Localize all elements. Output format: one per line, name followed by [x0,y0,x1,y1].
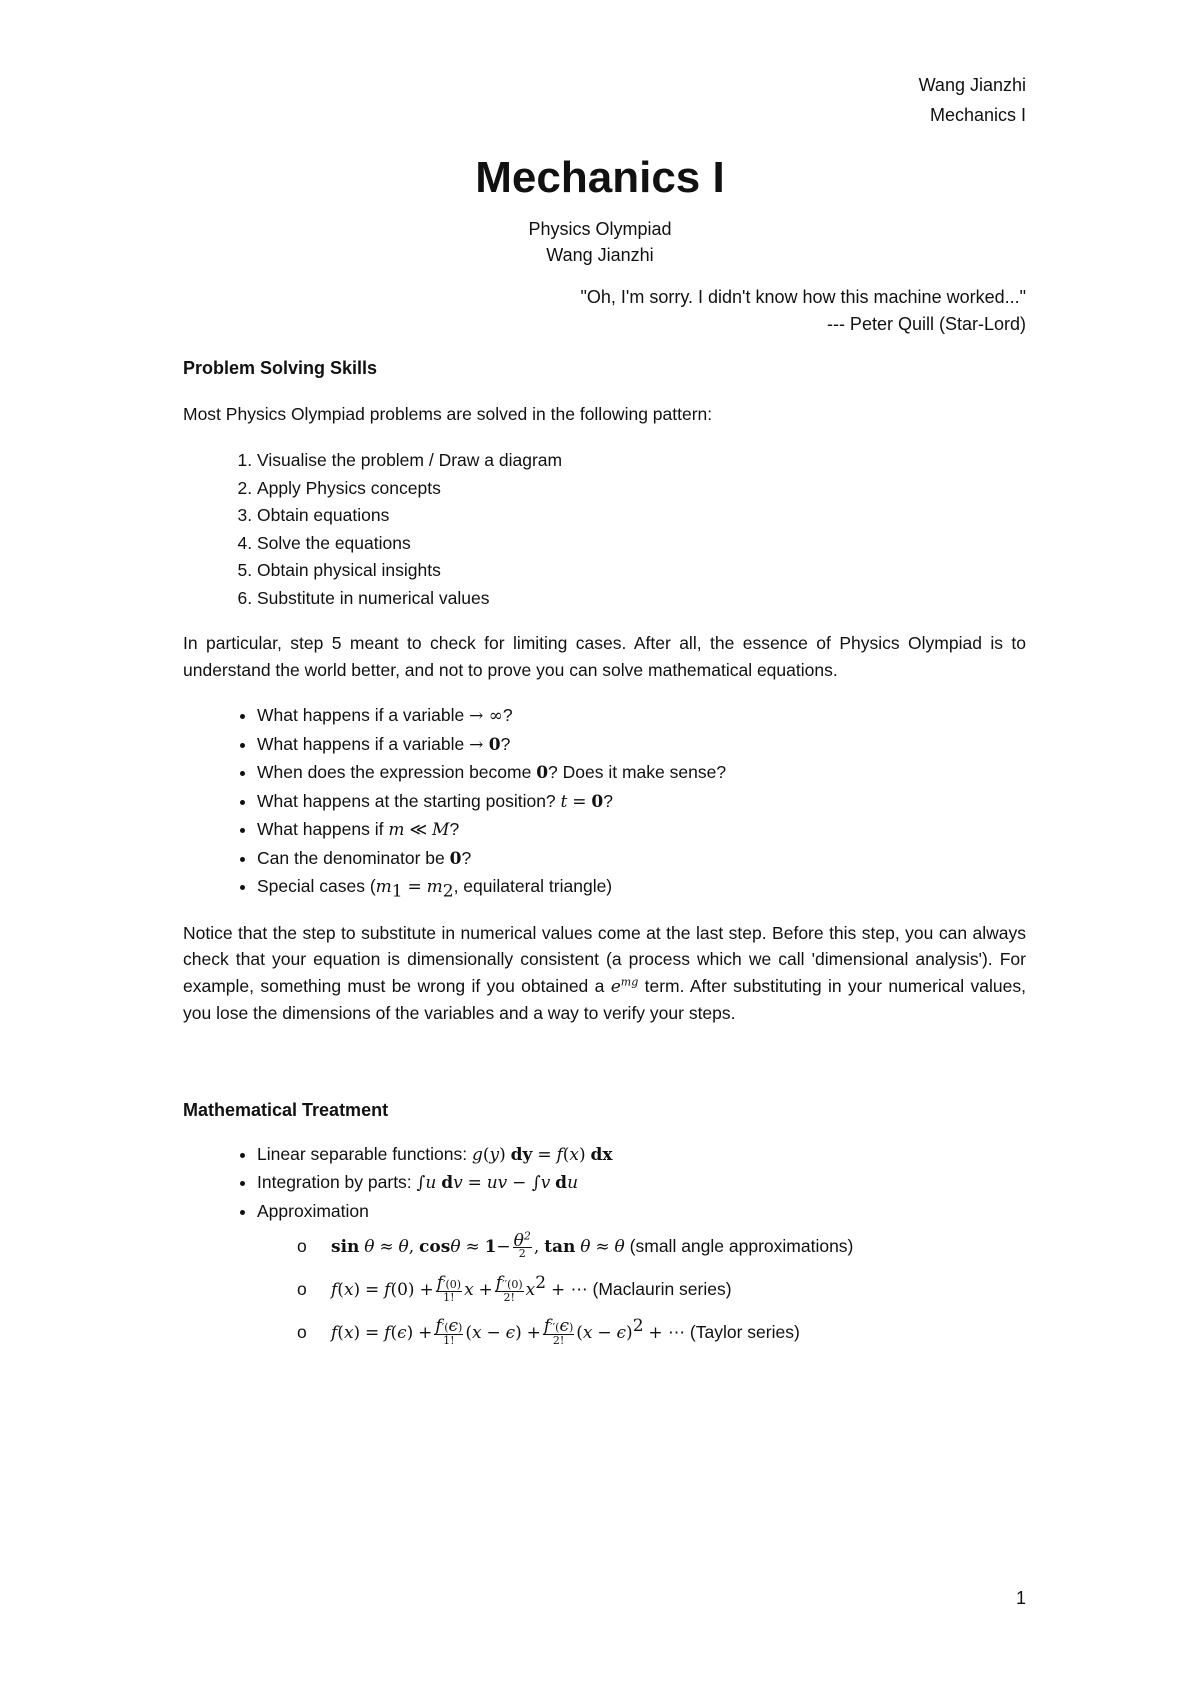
limiting-cases-paragraph: In particular, step 5 meant to check for limiting cases. After all, the essence of Physics Olympiad is to understand the world better, and not to prove you can solve mathematical equations. [183,633,1026,681]
list-item: • What happens if a variable → ∞? [257,702,1026,731]
main-content [183,355,1026,1354]
page-number: 1 [1015,1588,1026,1608]
list-item: • What happens at the starting position? t = 0? [257,788,1026,817]
math-note: (Taylor series) [689,1322,800,1343]
math-expression: 0 [536,763,549,784]
quote-text: "Oh, I'm sorry. I didn't know how this machine worked..." [580,287,1026,307]
math-expression: $e^{mg}$ [610,975,639,997]
sub-bullet-marker: o [297,1236,307,1257]
section-heading-math-treatment: Mathematical Treatment [183,1099,389,1120]
math-note: (small angle approximations) [629,1236,854,1257]
list-item [257,759,1026,788]
title-block [0,150,1200,268]
list-item: o sin θ ≈ θ, cosθ ≈ 1− $\frac{\theta^2}{2}$ , tan θ ≈ θ (small angle approximations) [297,1225,1026,1268]
bullet-text: Approximation [257,1200,369,1221]
header-topic: Mechanics I [929,105,1026,125]
section-heading-problem-solving: Problem Solving Skills [183,358,378,378]
bullet-text: Special cases ( [257,876,376,897]
list-item: 2. Apply Physics concepts [257,475,1026,503]
bullet-text: When does the expression become [257,762,532,783]
math-expression: sin [331,1237,360,1258]
approximation-sublist [257,1225,1026,1354]
list-item: • What happens if a variable → 0? [257,731,1026,760]
bullet-text: Can the denominator be [257,847,445,868]
bullet-text: Integration by parts: [257,1172,412,1193]
list-item: • Special cases ($m_1 = m_2$, equilateral triangle) [257,873,1026,902]
list-item: o f(x) = f(ϵ) + $\frac{f'(\epsilon)}{1!}$ (x − ϵ) + $\frac{f''(\epsilon)}{2!}$ $(x - \epsilon)^2$ + ⋯ (Taylor series) [297,1311,1026,1354]
list-item: • Linear separable functions: g(y) dy = f(x) dx [257,1141,1026,1170]
math-expression: f [331,1323,338,1344]
list-item: 5. Obtain physical insights [257,557,1026,585]
bullet-text: What happens if [257,819,384,840]
math-note: (Maclaurin series) [592,1279,732,1300]
math-expression: m [388,820,405,841]
list-item: 1. Visualise the problem / Draw a diagram [257,447,1026,475]
math-expression: m [375,877,392,898]
sub-bullet-marker: o [297,1279,307,1300]
subtitle: Physics Olympiad [528,219,672,239]
list-item: 3. Obtain equations [257,502,1026,530]
paragraph-text: Notice that the step to substitute in numerical values come at the last step. Before this step, you can always check that your equation is dimensionally consistent (a process which we call 'dimensional analysis'). For example, something must be wrong if you obtained a [183,922,1026,996]
math-expression: → [469,734,489,755]
bullet-text: , equilateral triangle) [453,876,613,897]
math-expression: g [472,1144,483,1165]
math-expression: → ∞ [469,706,503,727]
steps-list [183,447,1026,612]
list-item [257,1198,1026,1355]
list-item: • Can the denominator be 0? [257,845,1026,874]
bullet-text: What happens if a variable [257,733,465,754]
math-expression: ∫ [416,1173,426,1194]
bullet-text: What happens if a variable [257,705,465,726]
epigraph [581,284,1026,338]
bullet-text: ? Does it make sense? [548,762,727,783]
math-expression: 0 [449,848,462,869]
math-treatment-list [183,1141,1026,1355]
list-item: • Integration by parts: ∫u dv = uv − ∫v du [257,1169,1026,1198]
author-name: Wang Jianzhi [546,245,654,265]
intro-paragraph: Most Physics Olympiad problems are solved in the following pattern: [183,404,713,424]
dimensional-analysis-paragraph [183,920,1026,1027]
bullet-text: What happens at the starting position? [257,790,556,811]
quote-attribution: --- Peter Quill (Star-Lord) [826,314,1026,334]
paragraph-text: term. After substituting in your numerical values, you lose the dimensions of the variables and a way to verify your steps. [183,975,1026,1024]
list-item: • What happens if m ≪ M? [257,816,1026,845]
math-expression: 0 [488,734,501,755]
math-expression: f [331,1280,338,1301]
list-item: o f(x) = f(0) + $\frac{f'(0)}{1!}$ x + $\frac{f''(0)}{2!}$ $x^2$ + ⋯ (Maclaurin series) [297,1268,1026,1311]
sub-bullet-marker: o [297,1322,307,1343]
math-expression: t [560,791,568,812]
bullet-text: Linear separable functions: [257,1143,468,1164]
list-item: 6. Substitute in numerical values [257,585,1026,613]
header-author: Wang Jianzhi [918,75,1026,95]
page-title: Mechanics I [475,153,725,202]
limiting-cases-list [183,702,1026,902]
running-header [919,70,1026,130]
list-item: 4. Solve the equations [257,530,1026,558]
